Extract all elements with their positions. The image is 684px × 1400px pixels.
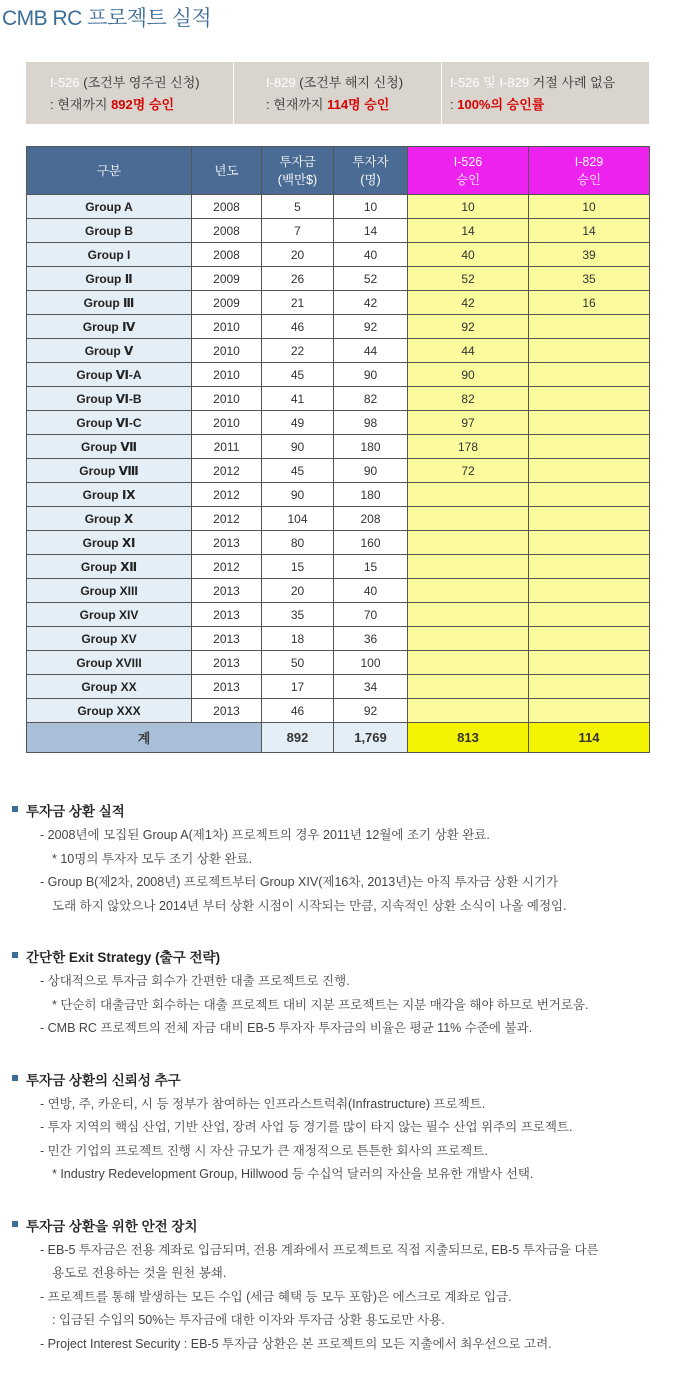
info-section — [12, 1069, 684, 1187]
header-group: 구분 — [27, 147, 192, 195]
cell-i526: 92 — [408, 315, 529, 339]
cell-i526 — [408, 531, 529, 555]
cell-year: 2012 — [192, 483, 262, 507]
cell-investors: 36 — [334, 627, 408, 651]
cell-i526 — [408, 699, 529, 723]
table-row — [27, 507, 650, 531]
cell-group: Group Ⅳ — [27, 315, 192, 339]
cell-year: 2013 — [192, 579, 262, 603]
summary-highlight: 100%의 승인률 — [457, 97, 545, 112]
cell-i829 — [529, 579, 650, 603]
cell-i526 — [408, 507, 529, 531]
cell-investors: 92 — [334, 699, 408, 723]
cell-i829: 14 — [529, 219, 650, 243]
cell-i829 — [529, 387, 650, 411]
cell-year: 2009 — [192, 291, 262, 315]
cell-investment: 104 — [262, 507, 334, 531]
square-bullet-icon — [12, 1075, 18, 1081]
cell-group: Group Ⅱ — [27, 267, 192, 291]
cell-year: 2013 — [192, 675, 262, 699]
section-line: - CMB RC 프로젝트의 전체 자금 대비 EB-5 투자자 투자금의 비율은 평균 11% 수준에 불과. — [40, 1021, 533, 1035]
cell-i829 — [529, 675, 650, 699]
cell-year: 2013 — [192, 603, 262, 627]
summary-code: I-526 — [50, 75, 80, 90]
cell-investors: 70 — [334, 603, 408, 627]
cell-investment: 22 — [262, 339, 334, 363]
cell-investment: 46 — [262, 699, 334, 723]
section-line: - 연방, 주, 카운티, 시 등 정부가 참여하는 인프라스트럭춰(Infrastructure) 프로젝트. — [40, 1096, 486, 1111]
section-line: - 상대적으로 투자금 회수가 간편한 대출 프로젝트로 진행. — [40, 974, 350, 988]
section-line: - 민간 기업의 프로젝트 진행 시 자산 규모가 큰 재정적으로 튼튼한 회사의 프로젝트. — [40, 1143, 488, 1158]
section-line: - EB-5 투자금은 전용 계좌로 입금되며, 전용 계좌에서 프로젝트로 직접 지출되므로, EB-5 투자금을 다른 — [40, 1242, 599, 1257]
section-line: - Project Interest Security : EB-5 투자금 상환은 본 프로젝트의 모든 지출에서 최우선으로 고려. — [40, 1336, 552, 1351]
cell-year: 2013 — [192, 651, 262, 675]
square-bullet-icon — [12, 952, 18, 958]
cell-i526: 44 — [408, 339, 529, 363]
cell-i526 — [408, 579, 529, 603]
table-header-row — [27, 147, 650, 195]
cell-investment: 20 — [262, 243, 334, 267]
cell-group: Group Ⅵ-C — [27, 411, 192, 435]
total-investors: 1,769 — [334, 723, 408, 753]
cell-year: 2013 — [192, 627, 262, 651]
cell-investment: 50 — [262, 651, 334, 675]
cell-group: Group Ⅹ — [27, 507, 192, 531]
summary-desc: 거절 사례 없음 — [529, 75, 616, 90]
table-row — [27, 267, 650, 291]
cell-i526: 178 — [408, 435, 529, 459]
section-line: * Industry Redevelopment Group, Hillwood 등 수십억 달러의 자산을 보유한 개발사 선택. — [52, 1167, 534, 1181]
summary-prefix: : 현재까지 — [50, 97, 112, 112]
square-bullet-icon — [12, 1221, 18, 1227]
cell-i526: 82 — [408, 387, 529, 411]
section-line: - 프로젝트를 통해 발생하는 모든 수입 (세금 혜택 등 모두 포함)은 에스크로 계좌로 입금. — [40, 1289, 512, 1304]
cell-group: Group Ⅵ-B — [27, 387, 192, 411]
header-investment: 투자금 (백만$) — [262, 147, 334, 195]
cell-group: Group XXX — [27, 699, 192, 723]
cell-investors: 92 — [334, 315, 408, 339]
cell-i829 — [529, 531, 650, 555]
summary-code: I-526 및 I-829 — [450, 75, 530, 90]
cell-investors: 180 — [334, 483, 408, 507]
section-line: 도래 하지 않았으나 2014년 부터 상환 시점이 시작되는 만큼, 지속적인 상환 소식이 나올 예정임. — [52, 898, 567, 913]
square-bullet-icon — [12, 806, 18, 812]
cell-i526: 40 — [408, 243, 529, 267]
cell-i829: 39 — [529, 243, 650, 267]
cell-investors: 98 — [334, 411, 408, 435]
cell-year: 2010 — [192, 315, 262, 339]
cell-investment: 26 — [262, 267, 334, 291]
total-i829: 114 — [529, 723, 650, 753]
total-i526: 813 — [408, 723, 529, 753]
cell-i526 — [408, 603, 529, 627]
cell-year: 2013 — [192, 699, 262, 723]
table-row — [27, 243, 650, 267]
cell-i829 — [529, 483, 650, 507]
table-row — [27, 651, 650, 675]
cell-investors: 34 — [334, 675, 408, 699]
cell-investment: 46 — [262, 315, 334, 339]
table-row — [27, 555, 650, 579]
cell-i526 — [408, 555, 529, 579]
cell-i829 — [529, 507, 650, 531]
cell-investment: 17 — [262, 675, 334, 699]
cell-i829 — [529, 339, 650, 363]
cell-group: Group Ⅻ — [27, 555, 192, 579]
cell-investment: 15 — [262, 555, 334, 579]
cell-group: Group B — [27, 219, 192, 243]
cell-group: Group Ⅺ — [27, 531, 192, 555]
table-row — [27, 435, 650, 459]
cell-investors: 180 — [334, 435, 408, 459]
cell-investors: 14 — [334, 219, 408, 243]
cell-group: Group A — [27, 195, 192, 219]
cell-i829: 35 — [529, 267, 650, 291]
table-row — [27, 531, 650, 555]
table-row — [27, 579, 650, 603]
cell-group: Group XV — [27, 627, 192, 651]
table-row — [27, 339, 650, 363]
section-line: * 10명의 투자자 모두 조기 상환 완료. — [52, 851, 253, 866]
cell-investors: 42 — [334, 291, 408, 315]
cell-year: 2012 — [192, 507, 262, 531]
summary-prefix: : 현재까지 — [266, 97, 328, 112]
cell-investment: 18 — [262, 627, 334, 651]
section-title: 투자금 상환 실적 — [26, 804, 125, 819]
cell-group: Group I — [27, 243, 192, 267]
cell-i829 — [529, 651, 650, 675]
cell-year: 2009 — [192, 267, 262, 291]
cell-i526 — [408, 651, 529, 675]
summary-desc: (조건부 해지 신청) — [295, 75, 404, 90]
cell-investors: 100 — [334, 651, 408, 675]
section-line: : 입금된 수입의 50%는 투자금에 대한 이자와 투자금 상환 용도로만 사용. — [52, 1313, 445, 1327]
cell-investment: 45 — [262, 459, 334, 483]
section-line: 용도로 전용하는 것을 원천 봉쇄. — [52, 1266, 227, 1280]
header-year: 년도 — [192, 147, 262, 195]
cell-investors: 90 — [334, 363, 408, 387]
cell-group: Group Ⅶ — [27, 435, 192, 459]
section-title: 간단한 Exit Strategy (출구 전략) — [26, 950, 221, 965]
summary-cell-approval-rate — [442, 62, 649, 124]
summary-box — [26, 62, 649, 124]
cell-i526: 52 — [408, 267, 529, 291]
cell-i829 — [529, 435, 650, 459]
cell-year: 2008 — [192, 219, 262, 243]
section-line: - 2008년에 모집된 Group A(제1차) 프로젝트의 경우 2011년 12월에 조기 상환 완료. — [40, 828, 490, 842]
cell-group: Group Ⅷ — [27, 459, 192, 483]
cell-i829: 10 — [529, 195, 650, 219]
section-title: 투자금 상환을 위한 안전 장치 — [26, 1218, 198, 1234]
cell-year: 2013 — [192, 531, 262, 555]
cell-investment: 90 — [262, 483, 334, 507]
cell-year: 2008 — [192, 195, 262, 219]
cell-investment: 45 — [262, 363, 334, 387]
table-row — [27, 219, 650, 243]
table-row — [27, 291, 650, 315]
table-row — [27, 603, 650, 627]
cell-i829 — [529, 627, 650, 651]
cell-i829 — [529, 603, 650, 627]
cell-group: Group Ⅴ — [27, 339, 192, 363]
summary-desc: (조건부 영주권 신청) — [79, 75, 200, 90]
table-row — [27, 459, 650, 483]
cell-i829: 16 — [529, 291, 650, 315]
summary-highlight: 892명 승인 — [111, 97, 175, 112]
section-line: - Group B(제2차, 2008년) 프로젝트부터 Group XIV(제16차, 2013년)는 아직 투자금 상환 시기가 — [40, 875, 559, 889]
table-row — [27, 387, 650, 411]
cell-investment: 7 — [262, 219, 334, 243]
cell-group: Group Ⅲ — [27, 291, 192, 315]
table-row — [27, 699, 650, 723]
info-section — [12, 800, 684, 918]
info-sections — [0, 800, 684, 1356]
cell-i829 — [529, 555, 650, 579]
table-total-row — [27, 723, 650, 753]
cell-i526: 97 — [408, 411, 529, 435]
info-section — [12, 946, 684, 1041]
section-title: 투자금 상환의 신뢰성 추구 — [26, 1072, 181, 1088]
cell-investment: 41 — [262, 387, 334, 411]
cell-investors: 40 — [334, 243, 408, 267]
summary-code: I-829 — [266, 75, 296, 90]
cell-year: 2010 — [192, 387, 262, 411]
table-row — [27, 195, 650, 219]
table-row — [27, 315, 650, 339]
cell-investors: 15 — [334, 555, 408, 579]
cell-i829 — [529, 459, 650, 483]
cell-investment: 35 — [262, 603, 334, 627]
section-line: - 투자 지역의 핵심 산업, 기반 산업, 장려 사업 등 경기를 많이 타지 않는 필수 산업 위주의 프로젝트. — [40, 1120, 573, 1134]
cell-i829 — [529, 699, 650, 723]
cell-i526: 42 — [408, 291, 529, 315]
cell-i526: 90 — [408, 363, 529, 387]
cell-group: Group Ⅵ-A — [27, 363, 192, 387]
cell-i526 — [408, 627, 529, 651]
cell-investment: 90 — [262, 435, 334, 459]
cell-group: Group XX — [27, 675, 192, 699]
page-title: CMB RC 프로젝트 실적 — [2, 7, 212, 30]
cell-group: Group XIII — [27, 579, 192, 603]
header-i526: I-526 승인 — [408, 147, 529, 195]
cell-investment: 80 — [262, 531, 334, 555]
cell-investment: 21 — [262, 291, 334, 315]
cell-group: Group XVIII — [27, 651, 192, 675]
cell-year: 2008 — [192, 243, 262, 267]
cell-i829 — [529, 315, 650, 339]
header-investors: 투자자 (명) — [334, 147, 408, 195]
cell-investors: 82 — [334, 387, 408, 411]
cell-investors: 52 — [334, 267, 408, 291]
total-investment: 892 — [262, 723, 334, 753]
cell-year: 2012 — [192, 555, 262, 579]
summary-cell-i526 — [26, 62, 234, 124]
project-results-table — [26, 146, 650, 753]
table-row — [27, 411, 650, 435]
cell-year: 2011 — [192, 435, 262, 459]
cell-year: 2010 — [192, 363, 262, 387]
cell-year: 2010 — [192, 339, 262, 363]
cell-investors: 10 — [334, 195, 408, 219]
header-i829: I-829 승인 — [529, 147, 650, 195]
cell-i526: 14 — [408, 219, 529, 243]
cell-group: Group XIV — [27, 603, 192, 627]
cell-i526: 72 — [408, 459, 529, 483]
section-line: * 단순히 대출금만 회수하는 대출 프로젝트 대비 지분 프로젝트는 지분 매각을 해야 하므로 번거로움. — [52, 997, 589, 1012]
cell-investors: 40 — [334, 579, 408, 603]
cell-investors: 90 — [334, 459, 408, 483]
cell-investment: 49 — [262, 411, 334, 435]
total-label: 계 — [27, 723, 262, 753]
cell-investors: 160 — [334, 531, 408, 555]
cell-year: 2010 — [192, 411, 262, 435]
cell-i829 — [529, 411, 650, 435]
cell-group: Group Ⅸ — [27, 483, 192, 507]
table-row — [27, 675, 650, 699]
cell-year: 2012 — [192, 459, 262, 483]
cell-investment: 20 — [262, 579, 334, 603]
table-row — [27, 363, 650, 387]
cell-investors: 44 — [334, 339, 408, 363]
cell-i526 — [408, 483, 529, 507]
table-row — [27, 483, 650, 507]
info-section — [12, 1215, 684, 1357]
cell-i829 — [529, 363, 650, 387]
summary-prefix: : — [450, 97, 458, 112]
cell-investment: 5 — [262, 195, 334, 219]
table-row — [27, 627, 650, 651]
summary-highlight: 114명 승인 — [327, 97, 390, 112]
cell-investors: 208 — [334, 507, 408, 531]
summary-cell-i829 — [234, 62, 442, 124]
cell-i526 — [408, 675, 529, 699]
cell-i526: 10 — [408, 195, 529, 219]
